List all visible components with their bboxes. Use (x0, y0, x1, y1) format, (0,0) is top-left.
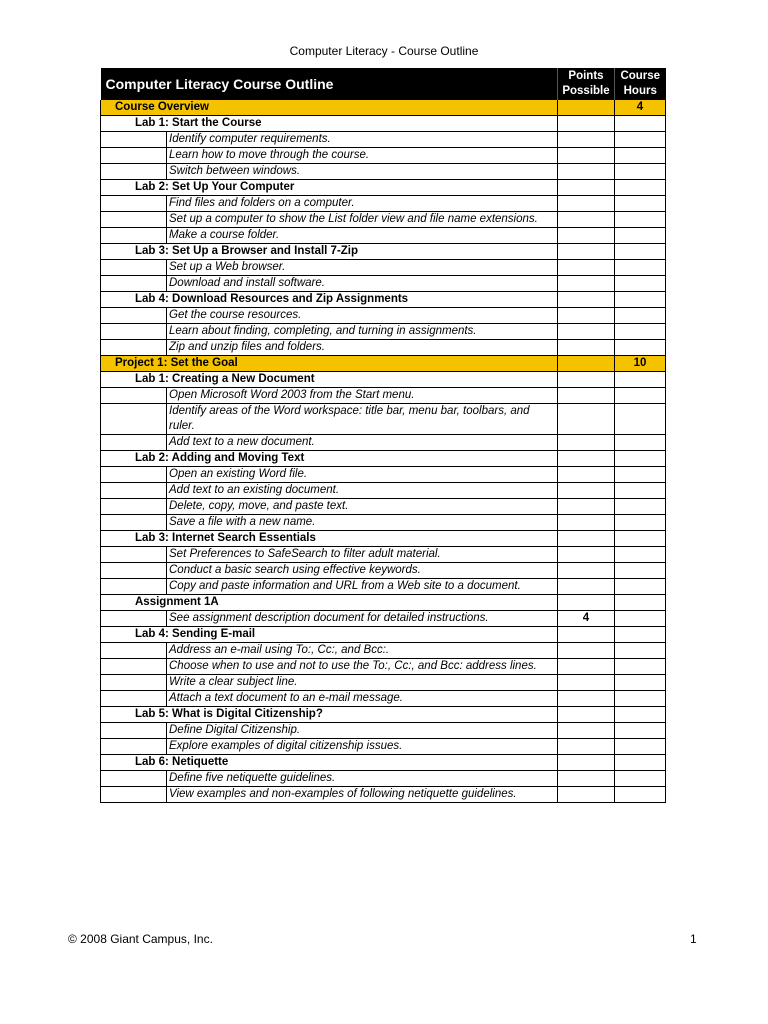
item-description: Define five netiquette guidelines. (167, 771, 558, 787)
item-row (101, 164, 666, 180)
item-description: Make a course folder. (167, 228, 558, 244)
item-description: Address an e-mail using To:, Cc:, and Bcc:. (167, 643, 558, 659)
hours-cell (615, 467, 666, 483)
item-row (101, 515, 666, 531)
item-description: Add text to an existing document. (167, 483, 558, 499)
indent-cell (101, 435, 167, 451)
section-title: Project 1: Set the Goal (101, 356, 558, 372)
hours-cell: 4 (615, 100, 666, 116)
indent-cell (101, 276, 167, 292)
item-description: Identify areas of the Word workspace: title bar, menu bar, toolbars, and ruler. (167, 404, 558, 435)
item-description: Define Digital Citizenship. (167, 723, 558, 739)
hours-cell (615, 739, 666, 755)
hours-cell (615, 435, 666, 451)
section-row (101, 100, 666, 116)
lab-title: Lab 5: What is Digital Citizenship? (101, 707, 558, 723)
table-title: Computer Literacy Course Outline (101, 68, 558, 100)
points-cell (558, 739, 615, 755)
table-header-row (101, 68, 666, 100)
item-description: Set Preferences to SafeSearch to filter adult material. (167, 547, 558, 563)
course-hours-header (615, 68, 666, 100)
item-description: Get the course resources. (167, 308, 558, 324)
hours-cell (615, 132, 666, 148)
lab-row (101, 451, 666, 467)
hours-cell (615, 196, 666, 212)
hours-cell (615, 180, 666, 196)
hours-cell (615, 372, 666, 388)
points-cell (558, 659, 615, 675)
hours-cell (615, 707, 666, 723)
item-description: Conduct a basic search using effective keywords. (167, 563, 558, 579)
points-cell (558, 260, 615, 276)
points-cell (558, 515, 615, 531)
item-description: View examples and non-examples of following netiquette guidelines. (167, 787, 558, 803)
hours-cell (615, 308, 666, 324)
points-cell (558, 547, 615, 563)
points-cell (558, 164, 615, 180)
points-cell (558, 787, 615, 803)
hours-cell (615, 116, 666, 132)
indent-cell (101, 547, 167, 563)
lab-title: Lab 4: Sending E-mail (101, 627, 558, 643)
indent-cell (101, 483, 167, 499)
points-possible-header (558, 68, 615, 100)
lab-row (101, 292, 666, 308)
item-description: Attach a text document to an e-mail message. (167, 691, 558, 707)
points-cell (558, 148, 615, 164)
item-row (101, 340, 666, 356)
indent-cell (101, 739, 167, 755)
item-row (101, 435, 666, 451)
section-title: Course Overview (101, 100, 558, 116)
lab-title: Lab 6: Netiquette (101, 755, 558, 771)
lab-title: Lab 4: Download Resources and Zip Assignments (101, 292, 558, 308)
hours-header-line-1: Course (620, 70, 661, 82)
indent-cell (101, 212, 167, 228)
item-row (101, 675, 666, 691)
indent-cell (101, 148, 167, 164)
hours-header-line-2: Hours (623, 85, 657, 97)
hours-cell (615, 787, 666, 803)
indent-cell (101, 404, 167, 435)
item-row (101, 499, 666, 515)
hours-cell (615, 292, 666, 308)
item-description: Write a clear subject line. (167, 675, 558, 691)
lab-row (101, 595, 666, 611)
points-cell (558, 100, 615, 116)
item-row (101, 643, 666, 659)
points-header-line-2: Possible (562, 85, 610, 97)
lab-title: Lab 2: Adding and Moving Text (101, 451, 558, 467)
lab-row (101, 627, 666, 643)
item-row (101, 276, 666, 292)
hours-cell: 10 (615, 356, 666, 372)
hours-cell (615, 627, 666, 643)
indent-cell (101, 787, 167, 803)
points-cell (558, 132, 615, 148)
item-row (101, 404, 666, 435)
hours-cell (615, 771, 666, 787)
points-cell (558, 196, 615, 212)
item-row (101, 723, 666, 739)
indent-cell (101, 611, 167, 627)
indent-cell (101, 164, 167, 180)
item-description: Add text to a new document. (167, 435, 558, 451)
points-cell (558, 595, 615, 611)
item-row (101, 196, 666, 212)
points-cell (558, 691, 615, 707)
points-cell (558, 483, 615, 499)
points-cell (558, 308, 615, 324)
points-cell (558, 180, 615, 196)
hours-cell (615, 563, 666, 579)
lab-title: Lab 1: Creating a New Document (101, 372, 558, 388)
hours-cell (615, 483, 666, 499)
points-cell (558, 212, 615, 228)
lab-row (101, 531, 666, 547)
hours-cell (615, 212, 666, 228)
item-row (101, 691, 666, 707)
lab-title: Lab 3: Internet Search Essentials (101, 531, 558, 547)
points-cell (558, 707, 615, 723)
item-description: Delete, copy, move, and paste text. (167, 499, 558, 515)
hours-cell (615, 499, 666, 515)
page-header: Computer Literacy - Course Outline (289, 44, 479, 58)
indent-cell (101, 132, 167, 148)
indent-cell (101, 340, 167, 356)
points-cell (558, 723, 615, 739)
indent-cell (101, 771, 167, 787)
item-description: Open Microsoft Word 2003 from the Start menu. (167, 388, 558, 404)
points-cell (558, 771, 615, 787)
hours-cell (615, 723, 666, 739)
table-body (101, 100, 666, 803)
hours-cell (615, 164, 666, 180)
hours-cell (615, 276, 666, 292)
lab-row (101, 244, 666, 260)
hours-cell (615, 148, 666, 164)
item-description: Zip and unzip files and folders. (167, 340, 558, 356)
item-row (101, 228, 666, 244)
item-description: Identify computer requirements. (167, 132, 558, 148)
hours-cell (615, 531, 666, 547)
hours-cell (615, 691, 666, 707)
hours-cell (615, 659, 666, 675)
item-row (101, 563, 666, 579)
item-row (101, 212, 666, 228)
item-description: Set up a Web browser. (167, 260, 558, 276)
item-row (101, 771, 666, 787)
points-cell (558, 627, 615, 643)
lab-title: Assignment 1A (101, 595, 558, 611)
item-description: Choose when to use and not to use the To:, Cc:, and Bcc: address lines. (167, 659, 558, 675)
points-cell (558, 467, 615, 483)
hours-cell (615, 324, 666, 340)
points-cell (558, 531, 615, 547)
item-row (101, 324, 666, 340)
item-description: Explore examples of digital citizenship issues. (167, 739, 558, 755)
item-description: Download and install software. (167, 276, 558, 292)
hours-cell (615, 260, 666, 276)
points-cell (558, 292, 615, 308)
item-row (101, 611, 666, 627)
item-row (101, 547, 666, 563)
indent-cell (101, 324, 167, 340)
section-row (101, 356, 666, 372)
indent-cell (101, 467, 167, 483)
item-description: Learn how to move through the course. (167, 148, 558, 164)
points-cell (558, 276, 615, 292)
points-cell (558, 579, 615, 595)
indent-cell (101, 691, 167, 707)
points-cell (558, 435, 615, 451)
points-cell (558, 340, 615, 356)
hours-cell (615, 579, 666, 595)
hours-cell (615, 404, 666, 435)
item-description: Learn about finding, completing, and turning in assignments. (167, 324, 558, 340)
hours-cell (615, 611, 666, 627)
hours-cell (615, 451, 666, 467)
points-cell (558, 324, 615, 340)
points-cell (558, 404, 615, 435)
item-row (101, 739, 666, 755)
item-description: Open an existing Word file. (167, 467, 558, 483)
hours-cell (615, 643, 666, 659)
indent-cell (101, 675, 167, 691)
points-cell (558, 499, 615, 515)
lab-row (101, 372, 666, 388)
item-description: Switch between windows. (167, 164, 558, 180)
item-row (101, 308, 666, 324)
item-row (101, 787, 666, 803)
hours-cell (615, 244, 666, 260)
item-row (101, 467, 666, 483)
hours-cell (615, 340, 666, 356)
hours-cell (615, 755, 666, 771)
item-description: Find files and folders on a computer. (167, 196, 558, 212)
points-cell (558, 356, 615, 372)
lab-title: Lab 2: Set Up Your Computer (101, 180, 558, 196)
item-row (101, 148, 666, 164)
hours-cell (615, 388, 666, 404)
indent-cell (101, 579, 167, 595)
lab-title: Lab 1: Start the Course (101, 116, 558, 132)
item-description: Save a file with a new name. (167, 515, 558, 531)
indent-cell (101, 659, 167, 675)
indent-cell (101, 643, 167, 659)
points-cell (558, 116, 615, 132)
points-cell (558, 372, 615, 388)
indent-cell (101, 563, 167, 579)
course-outline-table (100, 68, 666, 803)
points-cell (558, 563, 615, 579)
indent-cell (101, 515, 167, 531)
lab-row (101, 116, 666, 132)
points-cell: 4 (558, 611, 615, 627)
item-row (101, 579, 666, 595)
lab-title: Lab 3: Set Up a Browser and Install 7-Zip (101, 244, 558, 260)
lab-row (101, 707, 666, 723)
indent-cell (101, 723, 167, 739)
item-row (101, 659, 666, 675)
indent-cell (101, 308, 167, 324)
item-row (101, 388, 666, 404)
indent-cell (101, 388, 167, 404)
hours-cell (615, 547, 666, 563)
indent-cell (101, 499, 167, 515)
indent-cell (101, 260, 167, 276)
lab-row (101, 755, 666, 771)
hours-cell (615, 675, 666, 691)
lab-row (101, 180, 666, 196)
points-cell (558, 228, 615, 244)
item-description: Set up a computer to show the List folder view and file name extensions. (167, 212, 558, 228)
indent-cell (101, 228, 167, 244)
hours-cell (615, 595, 666, 611)
item-row (101, 483, 666, 499)
points-cell (558, 675, 615, 691)
hours-cell (615, 515, 666, 531)
hours-cell (615, 228, 666, 244)
item-row (101, 260, 666, 276)
points-header-line-1: Points (568, 70, 604, 82)
item-description: See assignment description document for detailed instructions. (167, 611, 558, 627)
item-description: Copy and paste information and URL from a Web site to a document. (167, 579, 558, 595)
page-number: 1 (690, 932, 697, 946)
indent-cell (101, 196, 167, 212)
item-row (101, 132, 666, 148)
points-cell (558, 388, 615, 404)
points-cell (558, 451, 615, 467)
points-cell (558, 755, 615, 771)
copyright-footer: © 2008 Giant Campus, Inc. (68, 932, 213, 946)
points-cell (558, 643, 615, 659)
points-cell (558, 244, 615, 260)
